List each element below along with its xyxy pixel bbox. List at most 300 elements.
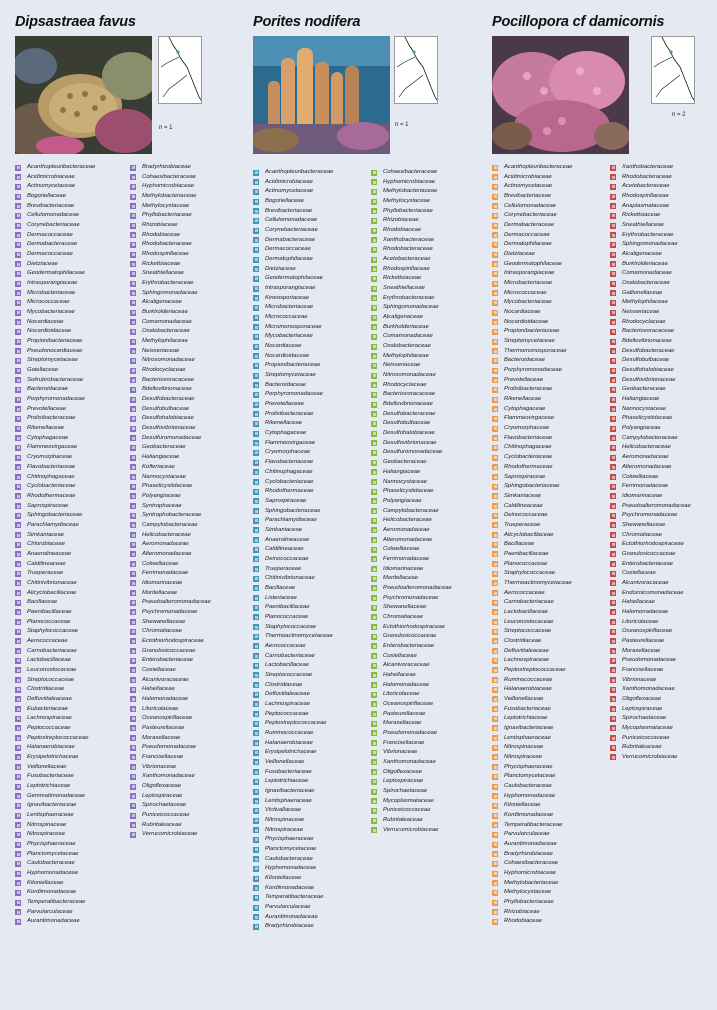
color-marker-icon: [253, 672, 259, 678]
family-name: Veillonellaceae: [504, 695, 544, 702]
family-name: Porphyromonadaceae: [27, 396, 85, 403]
color-marker-icon: [492, 900, 498, 906]
family-name: Propionibacteriaceae: [27, 338, 83, 345]
family-name: Puniceicoccaceae: [383, 807, 431, 814]
family-name: Clostridiaceae: [504, 637, 542, 644]
color-marker-icon: [253, 818, 259, 824]
color-marker-icon: [130, 290, 136, 296]
color-marker-icon: [15, 909, 21, 915]
color-marker-icon: [610, 629, 616, 635]
color-marker-icon: [15, 455, 21, 461]
color-marker-icon: [371, 228, 377, 234]
family-name: Prolixibacteraceae: [27, 415, 76, 422]
family-name: Phaselicystidaceae: [142, 483, 193, 490]
family-name: Flavobacteriaceae: [27, 463, 76, 470]
family-name: Kineosporiaceae: [265, 294, 309, 301]
color-marker-icon: [371, 576, 377, 582]
family-name: Rickettsiaceae: [142, 260, 181, 267]
family-name: Idiomarinaceae: [622, 492, 663, 499]
family-name: Puniceicoccaceae: [142, 812, 190, 819]
color-marker-icon: [371, 353, 377, 359]
color-marker-icon: [610, 184, 616, 190]
color-marker-icon: [492, 319, 498, 325]
color-marker-icon: [130, 764, 136, 770]
family-name: Halomonadaceae: [142, 695, 189, 702]
family-name: Phycisphaeraceae: [504, 763, 553, 770]
family-name: Helicobacteraceae: [622, 444, 671, 451]
family-name: Alcaligenaceae: [383, 314, 423, 321]
family-name: Nitrospinaceae: [27, 821, 67, 828]
family-name: Comamonadaceae: [622, 270, 672, 277]
family-name: Gaiellaceae: [27, 367, 59, 374]
family-name: Methylobacteriaceae: [383, 188, 438, 195]
family-name: Dermabacteraceae: [27, 241, 78, 248]
coral-photo: [492, 36, 629, 154]
family-name: Pseudomonadaceae: [622, 657, 677, 664]
color-marker-icon: [15, 851, 21, 857]
color-marker-icon: [610, 619, 616, 625]
family-name: Xanthobacteraceae: [383, 236, 435, 243]
family-name: Chromatiaceae: [142, 628, 182, 635]
family-name: Haliangiaceae: [622, 396, 660, 403]
color-marker-icon: [492, 774, 498, 780]
family-name: Haliangiaceae: [383, 468, 421, 475]
color-marker-icon: [15, 281, 21, 287]
family-name: Rhodospirillaceae: [622, 193, 669, 200]
color-marker-icon: [371, 759, 377, 765]
color-marker-icon: [371, 701, 377, 707]
family-name: Moritellaceae: [142, 589, 178, 596]
color-marker-icon: [610, 735, 616, 741]
color-marker-icon: [492, 445, 498, 451]
color-marker-icon: [492, 696, 498, 702]
family-name: Thermoactinomycetaceae: [265, 633, 333, 640]
color-marker-icon: [253, 295, 259, 301]
family-name: Kiloniellaceae: [265, 875, 302, 882]
family-name: Enterobacteriaceae: [142, 657, 194, 664]
color-marker-icon: [130, 426, 136, 432]
family-name: Intrasporangiaceae: [265, 285, 316, 292]
family-name: Hyphomonadaceae: [27, 870, 79, 877]
color-marker-icon: [253, 266, 259, 272]
family-name: Micrococcaceae: [504, 289, 547, 296]
color-marker-icon: [253, 750, 259, 756]
family-name: Saprospiraceae: [504, 473, 546, 480]
color-marker-icon: [253, 730, 259, 736]
color-marker-icon: [15, 696, 21, 702]
color-marker-icon: [371, 373, 377, 379]
family-name: Aurantimonadaceae: [504, 841, 557, 848]
family-name: Ectothiorhodospiraceae: [622, 541, 684, 548]
color-marker-icon: [130, 455, 136, 461]
color-marker-icon: [15, 271, 21, 277]
color-marker-icon: [253, 876, 259, 882]
family-name: Acidimicrobiaceae: [27, 173, 75, 180]
color-marker-icon: [371, 421, 377, 427]
color-marker-icon: [253, 411, 259, 417]
color-marker-icon: [130, 503, 136, 509]
family-name: Francisellaceae: [383, 739, 425, 746]
color-marker-icon: [610, 551, 616, 557]
family-name: Ignavibacteriaceae: [504, 724, 554, 731]
color-marker-icon: [253, 556, 259, 562]
color-marker-icon: [492, 213, 498, 219]
color-marker-icon: [610, 725, 616, 731]
family-name: Nocardioidaceae: [27, 328, 72, 335]
family-name: Streptomycetaceae: [27, 357, 78, 364]
family-name: Bacteriovoracaceae: [142, 376, 195, 383]
family-name: Nitrospinaceae: [265, 817, 305, 824]
color-marker-icon: [610, 455, 616, 461]
color-marker-icon: [610, 271, 616, 277]
color-marker-icon: [610, 484, 616, 490]
family-name: Chitinivibrionaceae: [27, 579, 77, 586]
color-marker-icon: [130, 696, 136, 702]
color-marker-icon: [371, 518, 377, 524]
color-marker-icon: [15, 290, 21, 296]
family-name: Rhodothermaceae: [265, 488, 314, 495]
color-marker-icon: [253, 663, 259, 669]
color-marker-icon: [130, 551, 136, 557]
family-name: Alteromonadaceae: [383, 536, 433, 543]
color-marker-icon: [253, 469, 259, 475]
family-name: Planctomycetaceae: [265, 846, 317, 853]
color-marker-icon: [610, 397, 616, 403]
family-name: Endozoicomonadaceae: [622, 589, 684, 596]
color-marker-icon: [492, 194, 498, 200]
family-name: Verrucomicrobiaceae: [622, 753, 678, 760]
family-name: Desulfobulbaceae: [622, 357, 670, 364]
family-name: Verrucomicrobiaceae: [383, 826, 439, 833]
color-marker-icon: [15, 629, 21, 635]
family-name: Methylocystaceae: [504, 889, 552, 896]
section-porites-nodifera: [253, 0, 487, 1010]
family-name: Cytophagaceae: [265, 430, 307, 437]
color-marker-icon: [371, 827, 377, 833]
color-marker-icon: [253, 711, 259, 717]
color-marker-icon: [492, 522, 498, 528]
family-name: Enterobacteriaceae: [622, 560, 674, 567]
color-marker-icon: [610, 754, 616, 760]
family-name: Coxiellaceae: [622, 570, 656, 577]
family-name: Methylocystaceae: [142, 202, 190, 209]
family-name: Simkaniaceae: [504, 492, 542, 499]
family-name: Shewanellaceae: [383, 604, 427, 611]
family-name: Intrasporangiaceae: [504, 270, 555, 277]
family-name: Methylophilaceae: [383, 352, 429, 359]
family-name: Caulobacteraceae: [27, 860, 75, 867]
color-marker-icon: [253, 344, 259, 350]
family-name: Rubritaleaceae: [142, 821, 182, 828]
family-name: Rubritaleaceae: [622, 744, 662, 751]
color-marker-icon: [492, 358, 498, 364]
family-name: Sphingobacteriaceae: [504, 483, 560, 490]
color-marker-icon: [130, 416, 136, 422]
family-name: Parachlamydiaceae: [27, 521, 79, 528]
family-name: Desulfohalobiaceae: [142, 415, 194, 422]
family-name: Kofleriaceae: [142, 463, 175, 470]
family-name: Erysipelotrichaceae: [27, 753, 79, 760]
family-name: Chitinophagaceae: [27, 473, 75, 480]
color-marker-icon: [130, 561, 136, 567]
color-marker-icon: [253, 489, 259, 495]
color-marker-icon: [253, 353, 259, 359]
color-marker-icon: [253, 305, 259, 311]
family-name: Anaerolineaceae: [265, 536, 310, 543]
color-marker-icon: [253, 789, 259, 795]
family-name: Nocardiaceae: [27, 318, 64, 325]
family-name: Alicyclobacillaceae: [27, 589, 77, 596]
family-name: Pasteurellaceae: [142, 724, 185, 731]
color-marker-icon: [15, 658, 21, 664]
family-name: Xanthomonadaceae: [142, 773, 195, 780]
color-marker-icon: [130, 629, 136, 635]
family-name: Parvularculaceae: [265, 904, 311, 911]
color-marker-icon: [492, 580, 498, 586]
family-name: Rhizobiaceae: [142, 222, 178, 229]
color-marker-icon: [130, 377, 136, 383]
color-marker-icon: [15, 368, 21, 374]
family-name: Corynebacteriaceae: [265, 227, 318, 234]
color-marker-icon: [130, 754, 136, 760]
family-name: Nocardioidaceae: [504, 318, 549, 325]
family-name: Nocardiaceae: [504, 309, 541, 316]
color-marker-icon: [492, 532, 498, 538]
color-marker-icon: [492, 745, 498, 751]
family-name: Rhodobacteraceae: [383, 246, 433, 253]
family-name: Temperatibacteraceae: [265, 894, 324, 901]
color-marker-icon: [492, 174, 498, 180]
color-marker-icon: [371, 508, 377, 514]
family-name: Solirubrobacteraceae: [27, 376, 83, 383]
color-marker-icon: [492, 348, 498, 354]
color-marker-icon: [15, 813, 21, 819]
family-name: Alcanivoracaceae: [622, 579, 669, 586]
color-marker-icon: [130, 522, 136, 528]
family-name: Leptospiraceae: [622, 705, 663, 712]
family-name: Rhodobiaceae: [383, 227, 421, 234]
color-marker-icon: [253, 440, 259, 446]
color-marker-icon: [610, 368, 616, 374]
color-marker-icon: [15, 493, 21, 499]
family-name: Desulfobacteraceae: [622, 347, 675, 354]
family-name: Lentisphaeraceae: [27, 812, 74, 819]
color-marker-icon: [610, 339, 616, 345]
family-name: Caulobacteraceae: [504, 783, 552, 789]
color-marker-icon: [130, 532, 136, 538]
family-name: Thermoactinomycetaceae: [504, 579, 572, 586]
family-name: Geodermatophilaceae: [27, 270, 85, 277]
color-marker-icon: [15, 561, 21, 567]
color-marker-icon: [130, 484, 136, 490]
family-name: Nannocystaceae: [142, 473, 186, 480]
color-marker-icon: [492, 368, 498, 374]
family-name: Spirochaetaceae: [622, 715, 667, 722]
color-marker-icon: [15, 339, 21, 345]
family-name: Planococcaceae: [265, 613, 309, 620]
family-name: Temperatibacteraceae: [27, 899, 86, 906]
color-marker-icon: [610, 290, 616, 296]
color-marker-icon: [253, 866, 259, 872]
color-marker-icon: [253, 170, 259, 176]
color-marker-icon: [15, 677, 21, 683]
family-name: Prevotellaceae: [27, 405, 66, 412]
color-marker-icon: [371, 808, 377, 814]
color-marker-icon: [15, 377, 21, 383]
color-marker-icon: [610, 716, 616, 722]
family-name: Staphylococcaceae: [27, 628, 79, 635]
family-name: Acanthopleuribacteraceae: [27, 164, 96, 170]
color-marker-icon: [610, 590, 616, 596]
family-name: Porphyromonadaceae: [504, 367, 562, 374]
color-marker-icon: [610, 687, 616, 693]
family-name: Kordiimonadaceae: [265, 884, 315, 891]
family-name: Sneathiellaceae: [142, 270, 184, 277]
family-name: Idiomarinaceae: [142, 579, 183, 586]
color-marker-icon: [371, 779, 377, 785]
family-name: Veillonellaceae: [27, 763, 67, 770]
color-marker-icon: [371, 334, 377, 340]
family-name: Bacteriovoracaceae: [622, 328, 675, 335]
family-name: Dermacoccaceae: [265, 246, 311, 253]
color-marker-icon: [130, 735, 136, 741]
color-marker-icon: [130, 542, 136, 548]
family-name: Flavobacteriaceae: [265, 459, 314, 466]
family-name: Bacillaceae: [27, 599, 58, 606]
color-marker-icon: [130, 580, 136, 586]
color-marker-icon: [492, 387, 498, 393]
color-marker-icon: [492, 426, 498, 432]
color-marker-icon: [371, 450, 377, 456]
color-marker-icon: [371, 489, 377, 495]
color-marker-icon: [15, 484, 21, 490]
family-name: Porphyromonadaceae: [265, 391, 323, 398]
family-name: Geobacteraceae: [383, 459, 427, 466]
color-marker-icon: [15, 435, 21, 441]
color-marker-icon: [15, 822, 21, 828]
color-marker-icon: [15, 793, 21, 799]
family-name: Pseudonocardiaceae: [27, 347, 83, 354]
color-marker-icon: [253, 382, 259, 388]
color-marker-icon: [492, 165, 498, 171]
color-marker-icon: [253, 614, 259, 620]
family-name: Nocardiaceae: [265, 343, 302, 350]
color-marker-icon: [492, 784, 498, 790]
color-marker-icon: [492, 329, 498, 335]
color-marker-icon: [130, 397, 136, 403]
color-marker-icon: [492, 716, 498, 722]
family-name: Hyphomonadaceae: [265, 865, 317, 872]
family-name: Phycisphaeraceae: [265, 836, 314, 843]
family-name: Idiomarinaceae: [383, 565, 424, 572]
section-pocillopora-damicornis: [492, 0, 717, 1010]
color-marker-icon: [492, 464, 498, 470]
family-name: Dietziaceae: [504, 251, 535, 258]
color-marker-icon: [253, 547, 259, 553]
family-name: Geodermatophilaceae: [265, 275, 323, 282]
family-name: Cytophagaceae: [504, 405, 546, 412]
family-name: Desulfohalobiaceae: [383, 430, 435, 437]
color-marker-icon: [371, 711, 377, 717]
color-marker-icon: [371, 431, 377, 437]
color-marker-icon: [492, 416, 498, 422]
family-name: Flavobacteriaceae: [504, 434, 553, 441]
family-name: Psychromonadaceae: [383, 594, 439, 601]
family-name: Microbacteriaceae: [504, 280, 553, 287]
color-marker-icon: [15, 735, 21, 741]
family-name: Aeromonadaceae: [622, 454, 669, 461]
family-name: Listeriaceae: [265, 594, 297, 601]
family-name: Aeromonadaceae: [383, 526, 430, 533]
color-marker-icon: [130, 300, 136, 306]
family-name: Parvularculaceae: [27, 908, 73, 915]
family-name: Cytophagaceae: [27, 434, 69, 441]
family-name: Methylophilaceae: [142, 338, 188, 345]
color-marker-icon: [253, 924, 259, 930]
color-marker-icon: [130, 281, 136, 287]
family-name: Burkholderiaceae: [622, 260, 668, 267]
color-marker-icon: [492, 619, 498, 625]
color-marker-icon: [253, 895, 259, 901]
color-marker-icon: [15, 184, 21, 190]
color-marker-icon: [253, 199, 259, 205]
color-marker-icon: [492, 503, 498, 509]
family-name: Flammeovirgaceae: [27, 444, 78, 451]
family-name: Actinomycetaceae: [27, 183, 76, 190]
family-name: Desulfobulbaceae: [383, 420, 431, 427]
family-name: Micrococcaceae: [27, 299, 70, 306]
family-name: Micrococcaceae: [265, 314, 308, 321]
section-title: Pocillopora cf damicornis: [492, 14, 665, 30]
color-marker-icon: [130, 619, 136, 625]
color-marker-icon: [130, 271, 136, 277]
color-marker-icon: [130, 658, 136, 664]
family-name: Acanthopleuribacteraceae: [504, 164, 573, 170]
color-marker-icon: [130, 600, 136, 606]
family-name: Streptococcaceae: [265, 671, 313, 678]
family-name: Bacteroidaceae: [504, 357, 545, 364]
color-marker-icon: [15, 464, 21, 470]
color-marker-icon: [253, 276, 259, 282]
color-marker-icon: [15, 764, 21, 770]
family-name: Mycobacteriaceae: [504, 299, 552, 306]
color-marker-icon: [253, 798, 259, 804]
family-name: Aeromonadaceae: [142, 541, 189, 548]
family-name: Oxalobacteraceae: [383, 343, 431, 350]
color-marker-icon: [253, 247, 259, 253]
color-marker-icon: [610, 348, 616, 354]
family-name: Rickettsiaceae: [622, 212, 661, 219]
family-name: Planococcaceae: [504, 560, 548, 567]
color-marker-icon: [130, 590, 136, 596]
family-name: Sphingomonadaceae: [383, 304, 439, 311]
color-marker-icon: [610, 609, 616, 615]
color-marker-icon: [371, 411, 377, 417]
family-name: Neisseriaceae: [383, 362, 421, 369]
color-marker-icon: [253, 885, 259, 891]
color-marker-icon: [492, 890, 498, 896]
family-name: Bacillaceae: [504, 541, 535, 548]
color-marker-icon: [492, 861, 498, 867]
family-name: Desulfobacteraceae: [383, 410, 436, 417]
family-name: Coxiellaceae: [142, 666, 176, 673]
family-name: Erythrobacteraceae: [622, 231, 674, 238]
family-name: Phyllobacteriaceae: [383, 207, 433, 214]
color-marker-icon: [610, 174, 616, 180]
color-marker-icon: [371, 750, 377, 756]
color-marker-icon: [371, 276, 377, 282]
family-name: Paenibacillaceae: [265, 604, 310, 611]
